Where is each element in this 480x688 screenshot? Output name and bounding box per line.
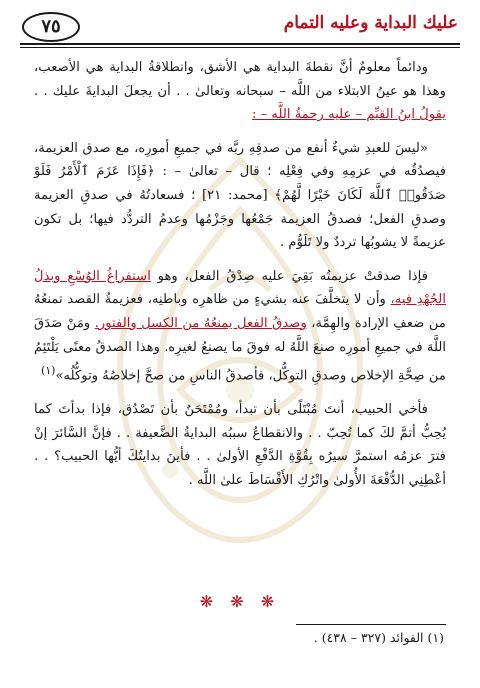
section-separator: ❋ ❋ ❋ (199, 592, 281, 611)
paragraph-2 (34, 137, 446, 255)
body-text (34, 56, 446, 502)
paragraph-3 (34, 265, 446, 388)
footnote: (١) الفوائد (٣٢٧ – ٤٣٨) . (313, 630, 444, 645)
paragraph-1 (34, 56, 446, 127)
quote-attribution: يقولُ ابنُ القيِّم – عليه رحمةُ اللَّه – : (251, 107, 446, 123)
paragraph-text: ومَنْ صَدَقَ اللَّهَ في جميعِ أمورِه صنعَ اللَّهُ له فوقَ ما يصنعُ لغيرِه. وهذا الصدقُ معنًى يَلْتَئِمُ من صِحَّةِ الإخلاص وصدقِ التوكُّل، فأصدقُ الناسِ من صحَّ إخلاصُهُ وتوكُّلُه» (34, 315, 446, 384)
highlighted-phrase: استفراغُ الوُسْعِ وبذلُ الجُهْدِ فيه، (34, 268, 446, 308)
paragraph-text: فإذا صدقتْ عزيمتُه بَقِيَ عليه صِدْقُ الفعل، وهو (150, 268, 428, 284)
paragraph-4 (34, 398, 446, 492)
footnote-divider (296, 624, 446, 625)
highlighted-phrase: وصدقُ الفعل يمنعُهُ من الكسل والفتور. (94, 315, 307, 331)
running-title: عليك البداية وعليه التمام (283, 13, 458, 33)
paragraph-text: فأخي الحبيب، أنتَ مُبْتَلًى بأن تبدأ، ومُمْتَحَنٌ بأن تَصْدُق، فإذا بدأتَ كما يُحِبُّ أتمَّ لكَ كما تُحِبّ . . والانقطاعُ سببُه البدايةُ الضَّعيفة . . فإنَّ السَّائرَ إنْ فترَ عزمُه استمرَّ سيرُه بِقُوَّةِ الدَّفْعِ الأولىٰ . . فأينَ بدايتُكَ أيُّها الحبيب؟ . . أعْطِنِي الدُّفْعَةَ الأُولىٰ واتْرُكِ الأَقْسَاطَ علىٰ اللَّه . (34, 402, 446, 488)
paragraph-text: وأن لا يتخلَّفَ عنه بشيءٍ من ظاهرِه وباطنِه، فعزيمةُ القصد تمنعُهُ من ضعفِ الإرادة والهِمَّة، (34, 292, 446, 331)
header-divider-thin (20, 47, 460, 48)
footnote-marker[interactable]: (١) (40, 364, 56, 378)
page-header (20, 10, 460, 46)
paragraph-text: ودائماً معلومٌ أنَّ نقطةَ البداية هي الأشق، وانطلاقةُ البداية هي الأصعب، وهذا هو عينُ الابتلاء من اللَّه – سبحانه وتعالىٰ . . أن يجعلَ البدايةَ عليك . . (34, 60, 446, 99)
header-divider (20, 43, 460, 45)
quote-text: «ليسَ للعبدِ شيءٌ أنفع من صدقِهِ ربَّه في جميعِ أمورِه، مع صدق العزيمة، فيصدُقُه في عزمِهِ وفي فِعْلِه ؛ قال – تعالىٰ – : ﴿فَإِذَا عَزَمَ ٱلْأَمْرُ فَلَوْ صَدَقُوا۟ ٱللَّهَ لَكَانَ خَيْرًا لَّهُمْ﴾ [محمد: ٢١] ؛ فسعادتُهُ في صدقِ العزيمة وصدقِ الفعل؛ فصدقُ العزيمة جَمْعُها وجَزْمُها وعدمُ التردُّد فيها؛ بل تكون عزيمةً لا يشوبُها ترددٌ ولا تَلَوُّم . (34, 140, 446, 251)
page-number: ٧٥ (22, 12, 80, 42)
